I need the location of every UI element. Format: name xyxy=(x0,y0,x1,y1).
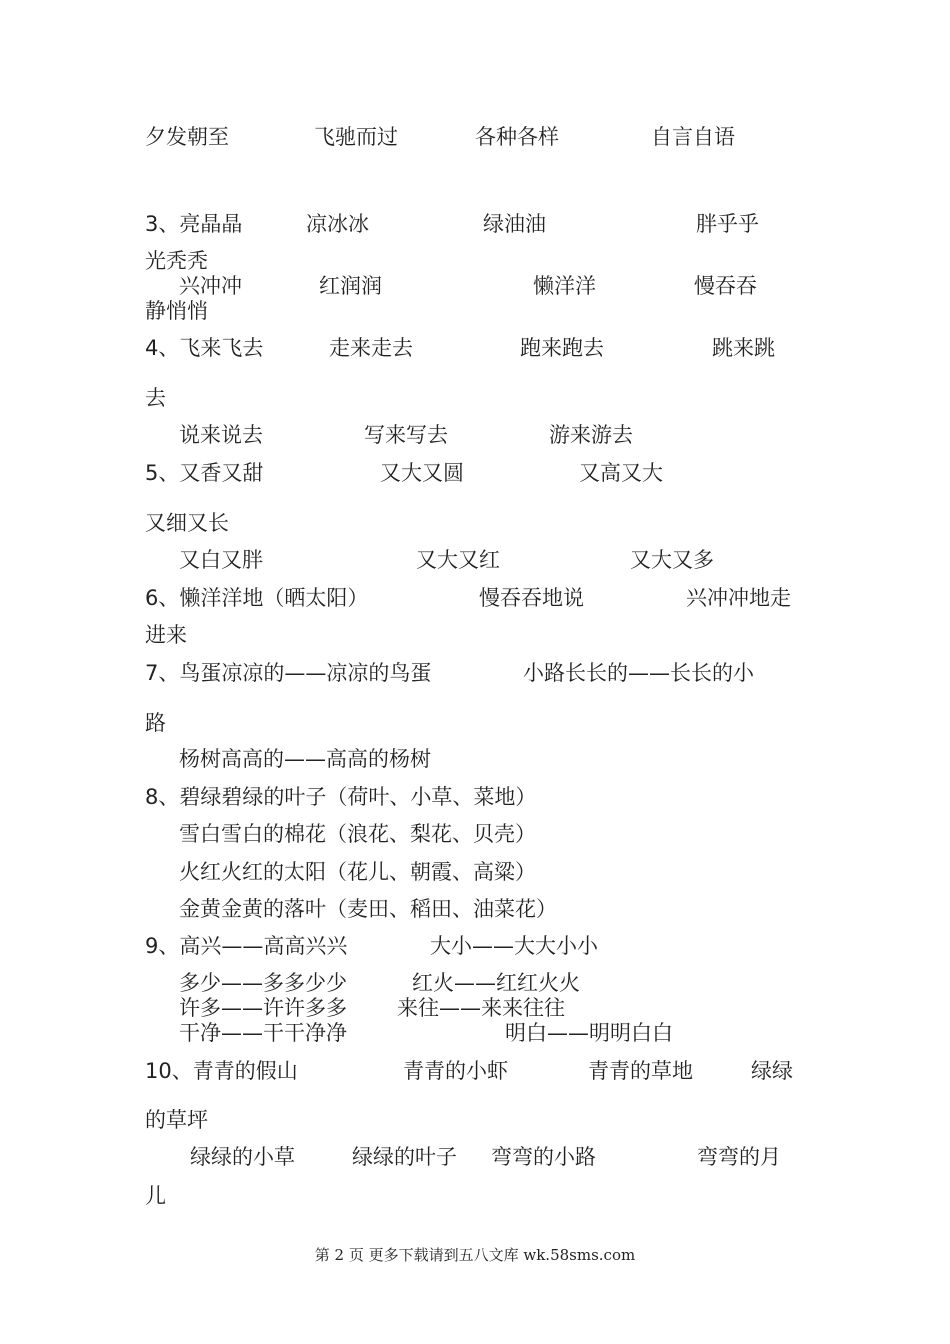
text-line: 写来写去 xyxy=(364,423,448,447)
text-line: 儿 xyxy=(145,1184,166,1208)
item-6-heading: 6、懒洋洋地（晒太阳） xyxy=(145,586,369,610)
text-line: 进来 xyxy=(145,623,187,647)
text-line: 雪白雪白的棉花（浪花、梨花、贝壳） xyxy=(179,822,536,846)
text-line: 多少——多多少少 xyxy=(179,971,347,995)
text-line: 来往——来来往往 xyxy=(397,996,565,1020)
item-10-heading: 10、青青的假山 xyxy=(145,1059,298,1083)
text-line: 许多——许许多多 xyxy=(179,996,347,1020)
text-line: 又高又大 xyxy=(579,461,663,485)
text-line: 光秃秃 xyxy=(145,249,208,273)
item-7-heading: 7、鸟蛋凉凉的——凉凉的鸟蛋 xyxy=(145,661,432,685)
text-line: 青青的小虾 xyxy=(403,1059,508,1083)
text-line: 走来走去 xyxy=(329,336,413,360)
text-line: 又大又圆 xyxy=(380,461,464,485)
text-line: 绿绿的小草 xyxy=(190,1145,295,1169)
text-line: 青青的草地 xyxy=(588,1059,693,1083)
text-line: 弯弯的小路 xyxy=(491,1145,596,1169)
text-line: 又大又多 xyxy=(630,548,714,572)
text-line: 绿绿 xyxy=(751,1059,793,1083)
text-line: 绿绿的叶子 xyxy=(352,1145,457,1169)
text-line: 自言自语 xyxy=(651,125,735,149)
text-line: 绿油油 xyxy=(483,212,546,236)
text-line: 红火——红红火火 xyxy=(412,971,580,995)
text-line: 夕发朝至 xyxy=(145,125,229,149)
text-line: 凉冰冰 xyxy=(306,212,369,236)
item-5-heading: 5、又香又甜 xyxy=(145,461,264,485)
text-line: 各种各样 xyxy=(475,125,559,149)
text-line: 游来游去 xyxy=(549,423,633,447)
page-footer: 第 2 页 更多下载请到五八文库 wk.58sms.com xyxy=(314,1246,636,1264)
item-8-heading: 8、碧绿碧绿的叶子（荷叶、小草、菜地） xyxy=(145,785,537,809)
item-9-heading: 9、高兴——高高兴兴 xyxy=(145,934,348,958)
text-line: 飞驰而过 xyxy=(314,125,398,149)
text-line: 慢吞吞地说 xyxy=(479,586,584,610)
text-line: 又细又长 xyxy=(145,511,229,535)
text-line: 兴冲冲地走 xyxy=(686,586,791,610)
text-line: 弯弯的月 xyxy=(697,1145,781,1169)
text-line: 说来说去 xyxy=(179,423,263,447)
text-line: 干净——干干净净 xyxy=(179,1021,347,1045)
text-line: 去 xyxy=(145,386,166,410)
text-line: 兴冲冲 xyxy=(179,274,242,298)
item-4-heading: 4、飞来飞去 xyxy=(145,336,264,360)
text-line: 又大又红 xyxy=(416,548,500,572)
text-line: 路 xyxy=(145,711,166,735)
text-line: 又白又胖 xyxy=(179,548,263,572)
text-line: 胖乎乎 xyxy=(696,212,759,236)
text-line: 慢吞吞 xyxy=(694,274,757,298)
text-line: 红润润 xyxy=(319,274,382,298)
text-line: 明白——明明白白 xyxy=(505,1021,673,1045)
text-line: 懒洋洋 xyxy=(533,274,596,298)
item-3-heading: 3、亮晶晶 xyxy=(145,212,243,236)
text-line: 小路长长的——长长的小 xyxy=(523,661,754,685)
text-line: 大小——大大小小 xyxy=(430,934,598,958)
text-line: 跳来跳 xyxy=(712,336,775,360)
text-line: 杨树高高的——高高的杨树 xyxy=(179,747,431,771)
text-line: 火红火红的太阳（花儿、朝霞、高粱） xyxy=(179,860,536,884)
text-line: 静悄悄 xyxy=(145,299,208,323)
text-line: 金黄金黄的落叶（麦田、稻田、油菜花） xyxy=(179,897,557,921)
text-line: 跑来跑去 xyxy=(520,336,604,360)
text-line: 的草坪 xyxy=(145,1108,208,1132)
